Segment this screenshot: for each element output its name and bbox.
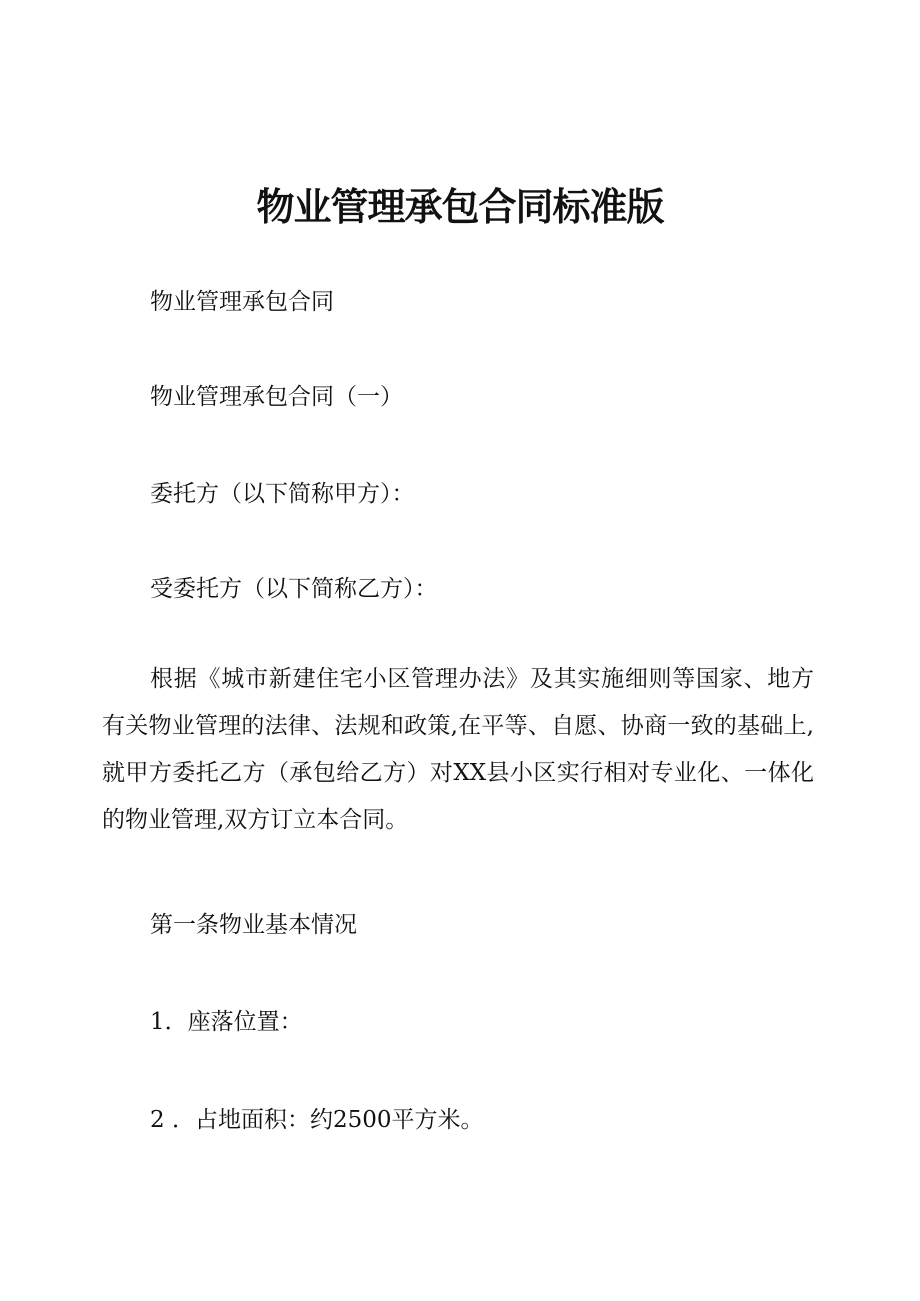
item-location: 1．座落位置： [150,1009,303,1035]
section-heading: 物业管理承包合同（一） [150,384,403,410]
item-area: 2 ．占地面积：约2500平方米。 [150,1107,484,1133]
party-a-line: 委托方（以下简称甲方）： [150,481,415,507]
document-title: 物业管理承包合同标准版 [256,185,664,229]
article-1-heading: 第一条物业基本情况 [150,912,357,938]
contract-subtitle: 物业管理承包合同 [150,289,334,315]
party-b-line: 受委托方（以下简称乙方）： [150,576,438,602]
preamble-paragraph: 根据《城市新建住宅小区管理办法》及其实施细则等国家、地方有关物业管理的法律、法规和政策,在平等、自愿、协商一致的基础上,就甲方委托乙方（承包给乙方）对XX县小区实行相对专业化、一体化的物业管理,双方订立本合同。 [102,666,814,833]
